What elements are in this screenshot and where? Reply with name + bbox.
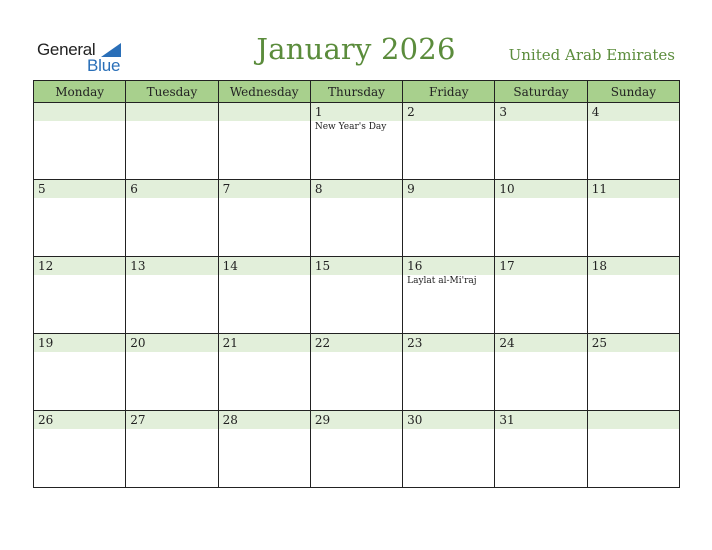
holiday-label — [588, 198, 679, 199]
day-number: 7 — [219, 180, 310, 198]
day-number: 26 — [34, 411, 125, 429]
holiday-label — [219, 275, 310, 276]
day-cell — [218, 257, 310, 334]
day-number: 18 — [588, 257, 679, 275]
holiday-label: Laylat al-Mi'raj — [407, 276, 477, 286]
weekday-header-row — [34, 81, 680, 103]
day-cell — [587, 103, 679, 180]
day-cell — [310, 257, 402, 334]
day-number: 21 — [219, 334, 310, 352]
day-cell — [495, 257, 587, 334]
holiday-label — [588, 429, 679, 430]
day-cell — [218, 411, 310, 488]
holiday-label — [403, 198, 494, 199]
day-cell — [310, 411, 402, 488]
week-row — [34, 257, 680, 334]
holiday-label — [219, 352, 310, 353]
holiday-label — [495, 352, 586, 353]
day-number: 6 — [126, 180, 217, 198]
day-cell — [587, 257, 679, 334]
holiday-label — [311, 275, 402, 276]
weekday-header: Wednesday — [218, 81, 310, 103]
holiday-label — [34, 352, 125, 353]
holiday-label — [588, 352, 679, 353]
week-row — [34, 411, 680, 488]
day-number: 30 — [403, 411, 494, 429]
day-number: 15 — [311, 257, 402, 275]
day-cell — [495, 334, 587, 411]
holiday-label — [34, 198, 125, 199]
holiday-label — [126, 121, 217, 122]
weekday-header: Saturday — [495, 81, 587, 103]
weekday-header: Tuesday — [126, 81, 218, 103]
day-cell — [126, 334, 218, 411]
holiday-label — [588, 275, 679, 276]
day-cell — [126, 103, 218, 180]
day-number: 24 — [495, 334, 586, 352]
holiday-label — [311, 198, 402, 199]
logo-word-general: General — [37, 40, 96, 59]
day-number: 29 — [311, 411, 402, 429]
calendar-title: January 2026 — [256, 32, 456, 66]
day-cell — [403, 257, 495, 334]
day-cell — [126, 257, 218, 334]
week-row — [34, 103, 680, 180]
day-cell — [310, 180, 402, 257]
holiday-label — [403, 352, 494, 353]
day-cell — [495, 411, 587, 488]
holiday-label — [495, 429, 586, 430]
day-number — [34, 103, 125, 121]
day-cell — [126, 411, 218, 488]
day-cell — [310, 103, 402, 180]
day-cell — [34, 257, 126, 334]
holiday-label — [126, 275, 217, 276]
day-number — [588, 411, 679, 429]
day-number: 5 — [34, 180, 125, 198]
holiday-label — [126, 198, 217, 199]
day-number: 12 — [34, 257, 125, 275]
holiday-label — [219, 198, 310, 199]
day-number: 28 — [219, 411, 310, 429]
day-number: 13 — [126, 257, 217, 275]
holiday-label — [403, 121, 494, 122]
holiday-label — [311, 429, 402, 430]
weekday-header: Friday — [403, 81, 495, 103]
day-number: 20 — [126, 334, 217, 352]
calendar-body — [34, 103, 680, 488]
day-cell — [218, 334, 310, 411]
day-cell — [310, 334, 402, 411]
holiday-label — [495, 275, 586, 276]
holiday-label — [403, 429, 494, 430]
holiday-label: New Year's Day — [314, 122, 387, 132]
day-number: 22 — [311, 334, 402, 352]
day-cell — [403, 334, 495, 411]
day-cell — [34, 103, 126, 180]
holiday-label — [34, 121, 125, 122]
country-label: United Arab Emirates — [508, 46, 675, 64]
holiday-label — [311, 352, 402, 353]
day-number: 17 — [495, 257, 586, 275]
weekday-header: Sunday — [587, 81, 679, 103]
holiday-label — [495, 121, 586, 122]
day-number: 14 — [219, 257, 310, 275]
day-number: 8 — [311, 180, 402, 198]
day-cell — [495, 180, 587, 257]
day-cell — [403, 180, 495, 257]
holiday-label — [588, 121, 679, 122]
holiday-label — [495, 198, 586, 199]
day-number: 4 — [588, 103, 679, 121]
day-number: 9 — [403, 180, 494, 198]
day-number: 23 — [403, 334, 494, 352]
day-cell — [126, 180, 218, 257]
holiday-label — [34, 429, 125, 430]
weekday-header: Monday — [34, 81, 126, 103]
holiday-label — [126, 352, 217, 353]
day-number — [219, 103, 310, 121]
holiday-label — [34, 275, 125, 276]
day-number — [126, 103, 217, 121]
day-number: 2 — [403, 103, 494, 121]
holiday-label — [219, 429, 310, 430]
day-number: 11 — [588, 180, 679, 198]
day-cell — [587, 411, 679, 488]
day-cell — [218, 103, 310, 180]
day-number: 3 — [495, 103, 586, 121]
day-cell — [587, 334, 679, 411]
day-cell — [34, 180, 126, 257]
calendar-grid — [33, 80, 680, 488]
logo-word-blue: Blue — [87, 56, 121, 75]
day-cell — [34, 334, 126, 411]
day-number: 19 — [34, 334, 125, 352]
holiday-label — [126, 429, 217, 430]
day-cell — [403, 411, 495, 488]
week-row — [34, 334, 680, 411]
day-number: 10 — [495, 180, 586, 198]
day-cell — [495, 103, 587, 180]
day-cell — [403, 103, 495, 180]
day-number: 27 — [126, 411, 217, 429]
day-cell — [34, 411, 126, 488]
weekday-header: Thursday — [310, 81, 402, 103]
day-number: 16 — [403, 257, 494, 275]
day-number: 25 — [588, 334, 679, 352]
day-cell — [218, 180, 310, 257]
day-number: 1 — [311, 103, 402, 121]
holiday-label — [219, 121, 310, 122]
day-number: 31 — [495, 411, 586, 429]
day-cell — [587, 180, 679, 257]
week-row — [34, 180, 680, 257]
